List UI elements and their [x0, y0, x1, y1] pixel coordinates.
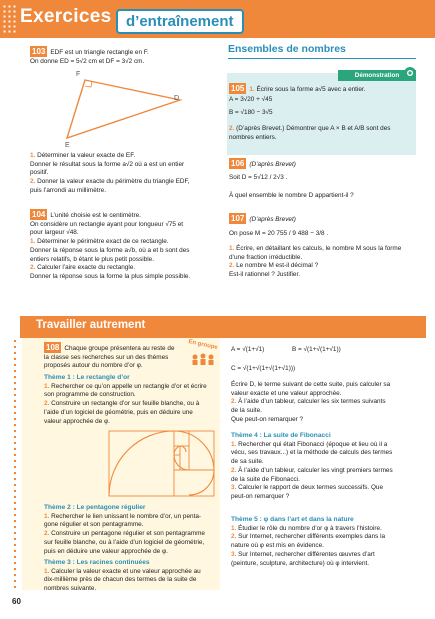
t1-q1: Rechercher ce qu’on appelle un rectangle d’or et écrire — [51, 382, 207, 390]
t5-q3: Sur Internet, rechercher différentes œuvres d’art — [238, 550, 375, 558]
ex105-a: A = 3√20 + √45 — [229, 96, 273, 103]
t4-q1b: vécu, ses travaux...) et la méthode de calculs des termes — [231, 449, 393, 457]
vertex-e: E — [65, 142, 70, 149]
ex103-questions — [30, 152, 220, 196]
ex103-line2: On donne ED = 5√2 cm et DF = 3√2 cm. — [30, 57, 145, 65]
theme-5-title: Thème 5 : φ dans l’art et dans la nature — [231, 516, 354, 523]
triangle-edf — [67, 80, 180, 138]
q-number: 1. — [30, 152, 36, 159]
t5-q1: Étudier le rôle du nombre d’or φ à travers l’histoire. — [238, 524, 382, 532]
t1-q1b: son programme de construction. — [44, 391, 136, 399]
exercise-103 — [30, 46, 220, 66]
t4-q3: Calculer le rapport de deux termes successifs. Que — [238, 484, 384, 492]
section-title-travailler: Travailler autrement — [36, 319, 146, 331]
ex107-source: (D’après Brevet) — [249, 216, 296, 223]
vertex-d: D — [174, 95, 180, 102]
t4-q1: Rechercher qui était Fibonacci (époque et lieu où il a — [238, 440, 388, 448]
ex107-questions — [229, 245, 419, 280]
exercise-number: 104 — [32, 210, 46, 219]
nested-root-a: A = √(1+√1) — [231, 346, 265, 353]
theme-3: Thème 3 : Les racines continuées 1. Calculer la valeur exacte et une valeur approchée au dix-millième près de chacun des termes de la suite de nombres suivante. — [44, 559, 201, 593]
demonstration-label: Démonstration — [338, 70, 416, 81]
ex108-l3: proposés autour du nombre d’or φ. — [44, 362, 143, 370]
theme-2-title: Thème 2 : Le pentagone régulier — [44, 504, 146, 511]
t3-r2: valeur exacte et une valeur approchée. — [231, 389, 342, 397]
ex106-source: (D’après Brevet) — [249, 161, 296, 168]
t5-q3b: (peinture, sculpture, architecture) où φ intervient. — [231, 559, 370, 567]
t3-q1b: dix-millième près de chacun des termes de la suite de — [44, 576, 197, 584]
ex104-q1c: entiers relatifs, b étant le plus petit possible. — [30, 255, 154, 263]
ex103-q2: Donner la valeur exacte du périmètre du triangle EDF, — [37, 178, 190, 186]
page-title: Exercices — [20, 6, 112, 27]
ex103-q1: Déterminer la valeur exacte de EF. — [37, 152, 136, 159]
page-number: 60 — [12, 597, 21, 606]
t3-q1c: nombres suivante. — [44, 585, 97, 593]
ex103-q1c: positif. — [30, 169, 49, 177]
q-number: 1. — [249, 86, 255, 93]
exercise-107 — [229, 213, 417, 225]
ex105-q1: Écrire sous la forme a√5 avec a entier. — [256, 86, 366, 93]
t2-q1: Rechercher le lien unissant le nombre d’or, un penta- — [51, 512, 202, 520]
ex104-q1b: Donner la réponse sous la forme a√b, où a et b sont des — [30, 246, 190, 254]
gear-icon — [402, 65, 418, 81]
ex105-q2-block — [229, 125, 417, 142]
ex107-q1b: d’une fraction irréductible. — [229, 253, 303, 261]
t5-q2: Sur Internet, rechercher différents exemples dans la — [238, 533, 386, 541]
side-dots — [12, 338, 18, 588]
exercise-number: 108 — [46, 343, 60, 352]
ex104-l1: L’unité choisie est le centimètre. — [50, 212, 141, 219]
ex107-m: On pose M = 20 755 / 9 488 − 3/8 . — [229, 230, 329, 237]
theme-4-title: Thème 4 : La suite de Fibonacci — [231, 432, 331, 439]
theme-4: Thème 4 : La suite de Fibonacci 1. Rechercher qui était Fibonacci (époque et lieu où il a vécu, ses travaux...) et la méthode de calculs des termes de sa suite. 2. À l’aide d’un tableur, calculer les vingt premiers termes de la suite de Fibonacci. 3. Calculer le rapport de deux termes successifs. Que peut-on remarquer ? — [231, 432, 393, 500]
ex105-q2b: nombres entiers. — [229, 133, 277, 141]
q-number: 1. — [30, 238, 36, 246]
t3-r4: Que peut-on remarquer ? — [231, 415, 304, 423]
t3-r1: Écrire D, le terme suivant de cette suite, puis calculer sa — [231, 381, 391, 388]
theme-1-title: Thème 1 : Le rectangle d’or — [44, 374, 130, 381]
t2-q2c: puis en déduire une valeur approchée de φ. — [44, 547, 168, 555]
nested-root-b: B = √(1+√(1+√1)) — [292, 346, 341, 353]
vertex-f: F — [76, 71, 81, 78]
ex104-q1: Déterminer le périmètre exact de ce rectangle. — [37, 238, 169, 246]
exercise-108-intro — [44, 342, 194, 371]
theme-3-title: Thème 3 : Les racines continuées — [44, 559, 150, 566]
ex104-q2b: Donner la réponse sous la forme la plus simple possible. — [30, 272, 191, 280]
page-subtitle-badge: d’entraînement — [116, 9, 244, 34]
ex105-b: B = √180 − 3√5 — [229, 109, 273, 116]
t4-q1c: de sa suite. — [231, 458, 264, 466]
ex107-q2: Le nombre M est-il décimal ? — [236, 262, 319, 270]
t4-q3b: peut-on remarquer ? — [231, 492, 290, 500]
q-number: 2. — [30, 178, 36, 186]
theme-5: Thème 5 : φ dans l’art et dans la nature 1. Étudier le rôle du nombre d’or φ à travers l’histoire. 2. Sur Internet, rechercher différents exemples dans la nature où φ est mis en évidence. 3. Sur Internet, rechercher différentes œuvres d’art (peinture, sculpture, architecture) où φ intervient. — [231, 516, 386, 567]
t3-r3b: de la suite. — [231, 407, 262, 415]
ex107-q1: Écrire, en détaillant les calculs, le nombre M sous la forme — [236, 245, 402, 252]
t3-r3: À l’aide d’un tableur, calculer les six termes suivants — [238, 398, 386, 406]
section-title-ensembles: Ensembles de nombres — [228, 43, 346, 55]
q-number: 2. — [229, 262, 235, 270]
exercise-106 — [229, 158, 417, 170]
t4-q2b: de la suite de Fibonacci. — [231, 475, 300, 483]
ex108-l2: la classe ses recherches sur un des thèmes — [44, 353, 169, 361]
ex103-q2b: puis l’arrondi au millimètre. — [30, 186, 107, 194]
t2-q1b: gone régulier et son pentagramme. — [44, 521, 144, 529]
q-number: 2. — [229, 125, 235, 132]
nested-root-c: C = √(1+√(1+√(1+√1))) — [231, 365, 296, 372]
ex104-l3: pour largeur √48. — [30, 229, 79, 237]
ex104-q2: Calculer l’aire exacte du rectangle. — [37, 264, 136, 272]
section-rule — [228, 58, 416, 59]
t4-q2: À l’aide d’un tableur, calculer les vingt premiers termes — [238, 466, 393, 474]
exercise-number: 107 — [231, 214, 245, 223]
exercise-number: 105 — [231, 84, 245, 93]
header-dots — [2, 4, 18, 34]
q-number: 2. — [30, 264, 36, 272]
exercise-105 — [229, 83, 417, 95]
ex104-l2: On considère un rectangle ayant pour longueur √75 et — [30, 220, 184, 228]
golden-rectangle-figure — [108, 430, 216, 497]
theme-3-continued: Écrire D, le terme suivant de cette suite, puis calculer sa valeur exacte et une valeur approchée. 2. À l’aide d’un tableur, calculer les six termes suivants de la suite. Que peut-on remarquer ? — [231, 381, 391, 423]
t2-q2b: sur feuille blanche, ou à l’aide d’un logiciel de géométrie, — [44, 538, 205, 546]
exercise-number: 103 — [32, 47, 46, 56]
ex103-q1b: Donner le résultat sous la forme a√2 où a est un entier — [30, 160, 185, 168]
ex106-q: À quel ensemble le nombre D appartient-il ? — [229, 192, 354, 199]
t1-q2b: l’aide d’un logiciel de géométrie, puis en déduire une — [44, 408, 193, 416]
triangle-figure — [55, 70, 190, 150]
ex107-q2b: Est-il rationnel ? Justifier. — [229, 271, 301, 279]
ex106-d: Soit D = 5√12 / 2√3 . — [229, 174, 288, 181]
group-stamp: En groupe — [187, 338, 219, 352]
ex103-line1: EDF est un triangle rectangle en F. — [50, 49, 149, 56]
group-people-icon — [190, 352, 216, 366]
exercise-number: 106 — [231, 159, 245, 168]
theme-2: Thème 2 : Le pentagone régulier 1. Rechercher le lien unissant le nombre d’or, un penta- gone régulier et son pentagramme. 2. Construire un pentagone régulier et son pentagramme sur feuille blanche, ou à l’aide d’un logiciel de géométrie, puis en déduire une valeur approchée de φ. — [44, 504, 205, 555]
q-number: 1. — [229, 245, 235, 252]
t2-q2: Construire un pentagone régulier et son pentagramme — [51, 530, 205, 538]
ex108-l1: Chaque groupe présentera au reste de — [64, 345, 175, 352]
t3-q1: Calculer la valeur exacte et une valeur approchée au — [51, 567, 201, 575]
exercise-104 — [30, 209, 222, 282]
t5-q2b: nature où φ est mis en évidence. — [231, 542, 324, 550]
theme-1: Thème 1 : Le rectangle d’or 1. Rechercher ce qu’on appelle un rectangle d’or et écrire son programme de construction. 2. Construire un rectangle d’or sur feuille blanche, ou à l’aide d’un logiciel de géométrie, puis en déduire une valeur approchée de φ. — [44, 374, 207, 425]
t1-q2: Construire un rectangle d’or sur feuille blanche, ou à — [51, 400, 200, 408]
t1-q2c: valeur approchée de φ. — [44, 417, 110, 425]
ex105-q2: (D’après Brevet.) Démontrer que A × B et A/B sont des — [236, 125, 391, 132]
